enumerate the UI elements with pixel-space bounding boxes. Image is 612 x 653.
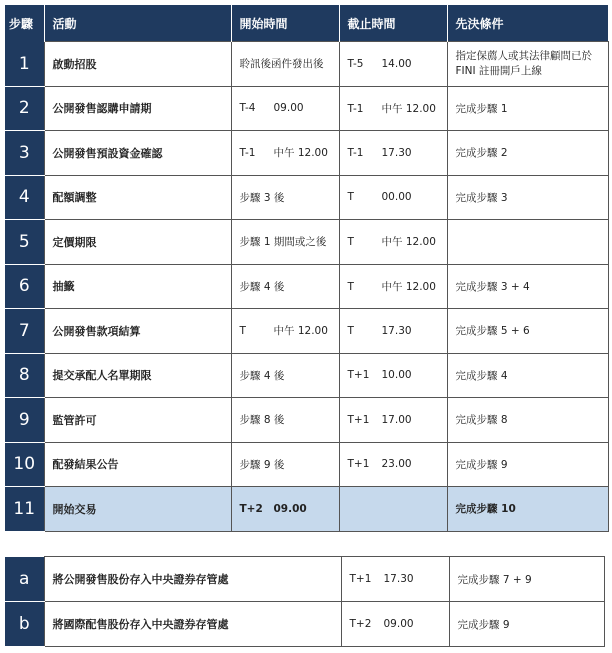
activity-cell: 配額調整 — [44, 175, 231, 220]
end-time-cell — [339, 42, 447, 87]
activity-cell: 公開發售認購申請期 — [44, 86, 231, 131]
table-row — [5, 442, 608, 487]
step-number: 4 — [5, 175, 44, 220]
start-time-cell-day: T-1 — [239, 147, 256, 160]
end-time-cell — [341, 557, 449, 602]
end-time-cell — [339, 353, 447, 398]
prerequisite-cell: 完成步驟 3 + 4 — [447, 264, 608, 309]
end-time-cell-day: T — [347, 191, 354, 204]
prerequisite-cell: 完成步驟 3 — [447, 175, 608, 220]
start-time-cell — [231, 353, 339, 398]
step-number: 5 — [5, 220, 44, 265]
start-time-cell-day: 步驟 3 後 — [239, 191, 285, 204]
end-time-cell-day: T — [347, 236, 354, 249]
table-row — [5, 487, 608, 532]
activity-cell: 開始交易 — [44, 487, 231, 532]
step-number: 7 — [5, 309, 44, 354]
end-time-cell — [339, 86, 447, 131]
start-time-cell-day: T+2 — [239, 502, 263, 515]
activity-cell: 監管許可 — [44, 398, 231, 443]
end-time-cell — [339, 442, 447, 487]
prerequisite-cell: 完成步驟 1 — [447, 86, 608, 131]
table-row — [5, 175, 608, 220]
table-row — [5, 86, 608, 131]
start-time-cell — [231, 442, 339, 487]
prerequisite-cell — [447, 220, 608, 265]
end-time-cell-day: T-1 — [347, 102, 364, 115]
end-time-cell-clock: 中午 12.00 — [381, 102, 436, 115]
start-time-cell-clock: 09.00 — [273, 502, 307, 515]
end-time-cell — [339, 487, 447, 532]
table-row — [5, 353, 608, 398]
end-time-cell-clock: 23.00 — [381, 458, 412, 471]
settlement-table — [5, 556, 605, 647]
table-row — [5, 398, 608, 443]
activity-cell: 將國際配售股份存入中央證券存管處 — [44, 602, 341, 647]
activity-cell: 將公開發售股份存入中央證券存管處 — [44, 557, 341, 602]
header-activity: 活動 — [44, 5, 231, 42]
end-time-cell-clock: 17.30 — [383, 573, 414, 585]
table-row — [5, 42, 608, 87]
ipo-timeline-table — [5, 5, 609, 532]
prerequisite-cell: 完成步驟 5 + 6 — [447, 309, 608, 354]
end-time-cell — [341, 602, 449, 647]
activity-cell: 配發結果公告 — [44, 442, 231, 487]
step-number: b — [5, 602, 44, 647]
header-end-time: 截止時間 — [339, 5, 447, 42]
end-time-cell — [339, 131, 447, 176]
start-time-cell — [231, 220, 339, 265]
step-number: 10 — [5, 442, 44, 487]
start-time-cell — [231, 42, 339, 87]
step-number: 11 — [5, 487, 44, 532]
activity-cell: 啟動招股 — [44, 42, 231, 87]
end-time-cell-clock: 17.30 — [381, 146, 412, 159]
start-time-cell — [231, 264, 339, 309]
start-time-cell — [231, 131, 339, 176]
step-number: 8 — [5, 353, 44, 398]
table-row — [5, 220, 608, 265]
end-time-cell-day: T+1 — [347, 458, 370, 471]
start-time-cell-clock: 中午 12.00 — [273, 147, 328, 160]
table-row — [5, 264, 608, 309]
end-time-cell-day: T+1 — [347, 369, 370, 382]
prerequisite-cell: 完成步驟 2 — [447, 131, 608, 176]
prerequisite-cell: 完成步驟 9 — [449, 602, 604, 647]
prerequisite-cell: 指定保薦人或其法律顧問已於 FINI 註冊開戶上線 — [447, 42, 608, 87]
start-time-cell-clock: 中午 12.00 — [273, 325, 328, 338]
end-time-cell-clock: 09.00 — [383, 618, 414, 630]
end-time-cell-clock: 中午 12.00 — [381, 280, 436, 293]
end-time-cell-clock: 中午 12.00 — [381, 236, 436, 249]
start-time-cell — [231, 175, 339, 220]
step-number: 3 — [5, 131, 44, 176]
activity-cell: 提交承配人名單期限 — [44, 353, 231, 398]
header-start-time: 開始時間 — [231, 5, 339, 42]
end-time-cell-day: T+2 — [349, 618, 372, 630]
start-time-cell-day: 步驟 4 後 — [239, 369, 285, 382]
end-time-cell-day: T — [347, 324, 354, 337]
start-time-cell-day: T — [239, 325, 246, 338]
end-time-cell — [339, 220, 447, 265]
start-time-cell — [231, 487, 339, 532]
start-time-cell-day: 步驟 1 期間或之後 — [239, 236, 327, 249]
end-time-cell-day: T-5 — [347, 57, 364, 70]
start-time-cell-day: 步驟 9 後 — [239, 458, 285, 471]
end-time-cell-clock: 17.30 — [381, 324, 412, 337]
start-time-cell-day: T-4 — [239, 102, 256, 115]
activity-cell: 抽籤 — [44, 264, 231, 309]
prerequisite-cell: 完成步驟 4 — [447, 353, 608, 398]
start-time-cell-day: 聆訊後函件發出後 — [239, 58, 324, 71]
step-number: 9 — [5, 398, 44, 443]
end-time-cell-day: T+1 — [347, 413, 370, 426]
step-number: a — [5, 557, 44, 602]
activity-cell: 公開發售款項結算 — [44, 309, 231, 354]
header-row — [5, 5, 608, 42]
prerequisite-cell: 完成步驟 7 + 9 — [449, 557, 604, 602]
end-time-cell — [339, 264, 447, 309]
end-time-cell-day: T — [347, 280, 354, 293]
end-time-cell — [339, 175, 447, 220]
start-time-cell — [231, 86, 339, 131]
table-row — [5, 309, 608, 354]
prerequisite-cell: 完成步驟 10 — [447, 487, 608, 532]
start-time-cell — [231, 398, 339, 443]
end-time-cell-day: T-1 — [347, 146, 364, 159]
end-time-cell-clock: 10.00 — [381, 369, 412, 382]
prerequisite-cell: 完成步驟 9 — [447, 442, 608, 487]
step-number: 2 — [5, 86, 44, 131]
header-step: 步驟 — [5, 5, 44, 42]
end-time-cell-clock: 17.00 — [381, 413, 412, 426]
start-time-cell — [231, 309, 339, 354]
table-row — [5, 602, 604, 647]
step-number: 6 — [5, 264, 44, 309]
end-time-cell-clock: 14.00 — [381, 57, 412, 70]
end-time-cell — [339, 309, 447, 354]
start-time-cell-clock: 09.00 — [273, 102, 304, 115]
start-time-cell-day: 步驟 8 後 — [239, 414, 285, 427]
activity-cell: 公開發售預設資金確認 — [44, 131, 231, 176]
table-row — [5, 557, 604, 602]
end-time-cell-day: T+1 — [349, 573, 372, 585]
start-time-cell-day: 步驟 4 後 — [239, 280, 285, 293]
header-prerequisite: 先決條件 — [447, 5, 608, 42]
table-row — [5, 131, 608, 176]
step-number: 1 — [5, 42, 44, 87]
end-time-cell-clock: 00.00 — [381, 191, 412, 204]
activity-cell: 定價期限 — [44, 220, 231, 265]
end-time-cell — [339, 398, 447, 443]
prerequisite-cell: 完成步驟 8 — [447, 398, 608, 443]
